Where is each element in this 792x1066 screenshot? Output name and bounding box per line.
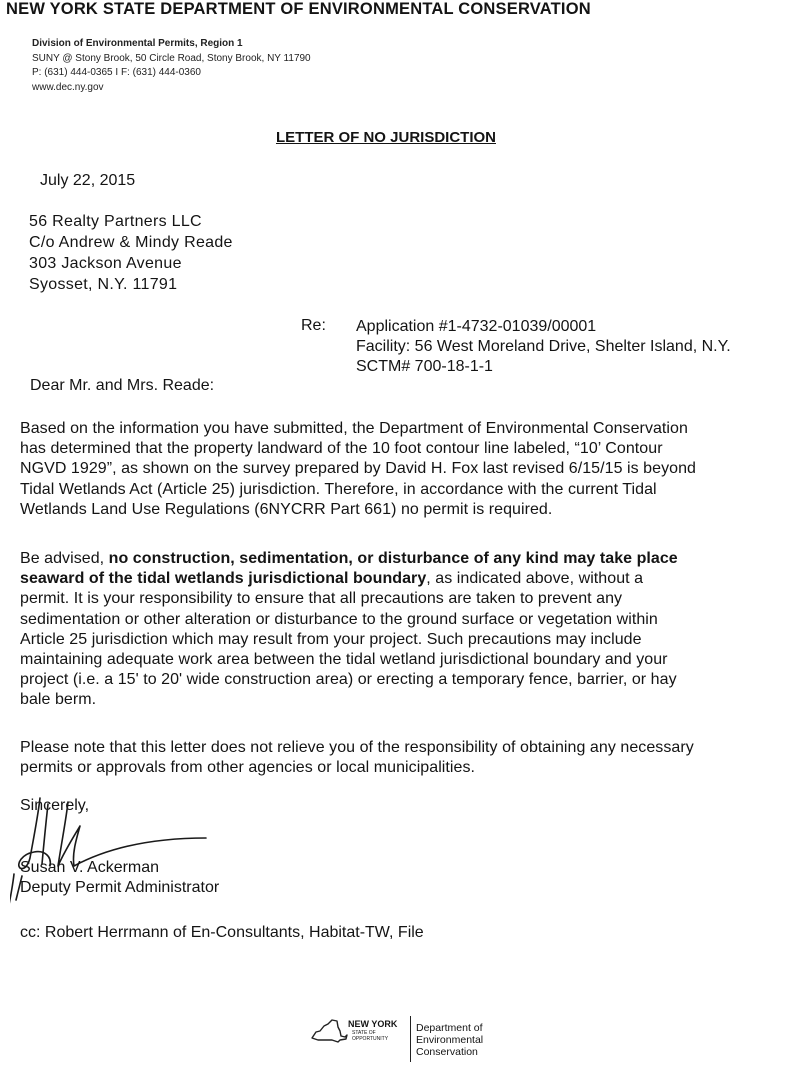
office-address: SUNY @ Stony Brook, 50 Circle Road, Stony Brook, NY 11790 xyxy=(32,52,311,64)
paragraph-advisory xyxy=(20,549,678,711)
ny-tagline-line: OPPORTUNITY xyxy=(352,1036,389,1042)
recipient-line: C/o Andrew & Mindy Reade xyxy=(29,234,233,251)
paragraph-line: Please note that this letter does not relieve you of the responsibility of obtaining any necessary xyxy=(20,739,694,756)
paragraph-line: has determined that the property landward of the 10 foot contour line labeled, “10’ Contour xyxy=(20,440,663,458)
cc-line: cc: Robert Herrmann of En-Consultants, Habitat-TW, File xyxy=(20,924,424,941)
sctm-number: SCTM# 700-18-1-1 xyxy=(356,358,493,375)
signer-name: Susan V. Ackerman xyxy=(20,859,160,876)
paragraph-line: Based on the information you have submitted, the Department of Environmental Conservation xyxy=(20,420,688,437)
letterhead-contact-block xyxy=(32,37,311,95)
agency-name-line: Environmental xyxy=(416,1034,484,1046)
paragraph-line: NGVD 1929”, as shown on the survey prepared by David H. Fox last revised 6/15/15 is beyond xyxy=(20,460,696,478)
paragraph-line: project (i.e. a 15' to 20' wide construction area) or erecting a temporary fence, barrier, or hay xyxy=(20,671,677,689)
re-label: Re: xyxy=(301,317,326,334)
paragraph-line: permit. It is your responsibility to ensure that all precautions are taken to prevent any xyxy=(20,590,623,608)
ny-tagline xyxy=(352,1030,388,1042)
recipient-address xyxy=(29,211,233,295)
agency-name-line: Department of xyxy=(416,1022,483,1034)
paragraph-note xyxy=(20,738,694,778)
salutation: Dear Mr. and Mrs. Reade: xyxy=(30,377,215,394)
advisory-prefix: Be advised, xyxy=(20,550,109,567)
re-block xyxy=(356,317,731,377)
division-name: Division of Environmental Permits, Region 1 xyxy=(32,38,243,49)
advisory-text: , as indicated above, without a xyxy=(426,570,644,588)
agency-title: NEW YORK STATE DEPARTMENT OF ENVIRONMENTAL CONSERVATION xyxy=(6,0,591,18)
advisory-emphasis: seaward of the tidal wetlands jurisdictional boundary xyxy=(20,570,427,588)
paragraph-determination xyxy=(20,419,696,520)
paragraph-line: bale berm. xyxy=(20,691,97,709)
recipient-line: 56 Realty Partners LLC xyxy=(29,213,202,230)
recipient-line: Syosset, N.Y. 11791 xyxy=(29,276,178,293)
paragraph-line: maintaining adequate work area between the tidal wetland jurisdictional boundary and your xyxy=(20,651,668,669)
letter-heading: LETTER OF NO JURISDICTION xyxy=(275,129,496,146)
phone-fax: P: (631) 444-0365 I F: (631) 444-0360 xyxy=(32,67,201,78)
application-number: Application #1-4732-01039/00001 xyxy=(356,318,597,335)
advisory-emphasis: no construction, sedimentation, or disturbance of any kind may take place xyxy=(108,550,678,567)
recipient-line: 303 Jackson Avenue xyxy=(29,255,182,272)
paragraph-line xyxy=(20,549,678,569)
paragraph-line: Article 25 jurisdiction which may result from your project. Such precautions may include xyxy=(20,630,642,648)
signer-title: Deputy Permit Administrator xyxy=(20,879,220,896)
paragraph-line: Tidal Wetlands Act (Article 25) jurisdiction. Therefore, in accordance with the current Tidal xyxy=(20,480,657,498)
footer-logo xyxy=(310,1016,510,1064)
dec-agency-name xyxy=(416,1022,483,1058)
closing: Sincerely, xyxy=(20,797,90,814)
website: www.dec.ny.gov xyxy=(32,81,104,93)
logo-divider xyxy=(410,1016,411,1062)
paragraph-line: Wetlands Land Use Regulations (6NYCRR Part 661) no permit is required. xyxy=(20,500,553,518)
paragraph-line: permits or approvals from other agencies or local municipalities. xyxy=(20,759,475,777)
ny-wordmark: NEW YORK xyxy=(348,1019,398,1029)
paragraph-line xyxy=(20,569,678,589)
agency-name-line: Conservation xyxy=(416,1046,478,1058)
facility-address: Facility: 56 West Moreland Drive, Shelter Island, N.Y. xyxy=(356,338,731,355)
ny-state-outline-icon xyxy=(310,1018,348,1044)
letter-date: July 22, 2015 xyxy=(40,172,136,189)
paragraph-line: sedimentation or other alteration or disturbance to the ground surface or vegetation within xyxy=(20,610,658,628)
ny-tagline-line: STATE OF xyxy=(352,1030,376,1036)
